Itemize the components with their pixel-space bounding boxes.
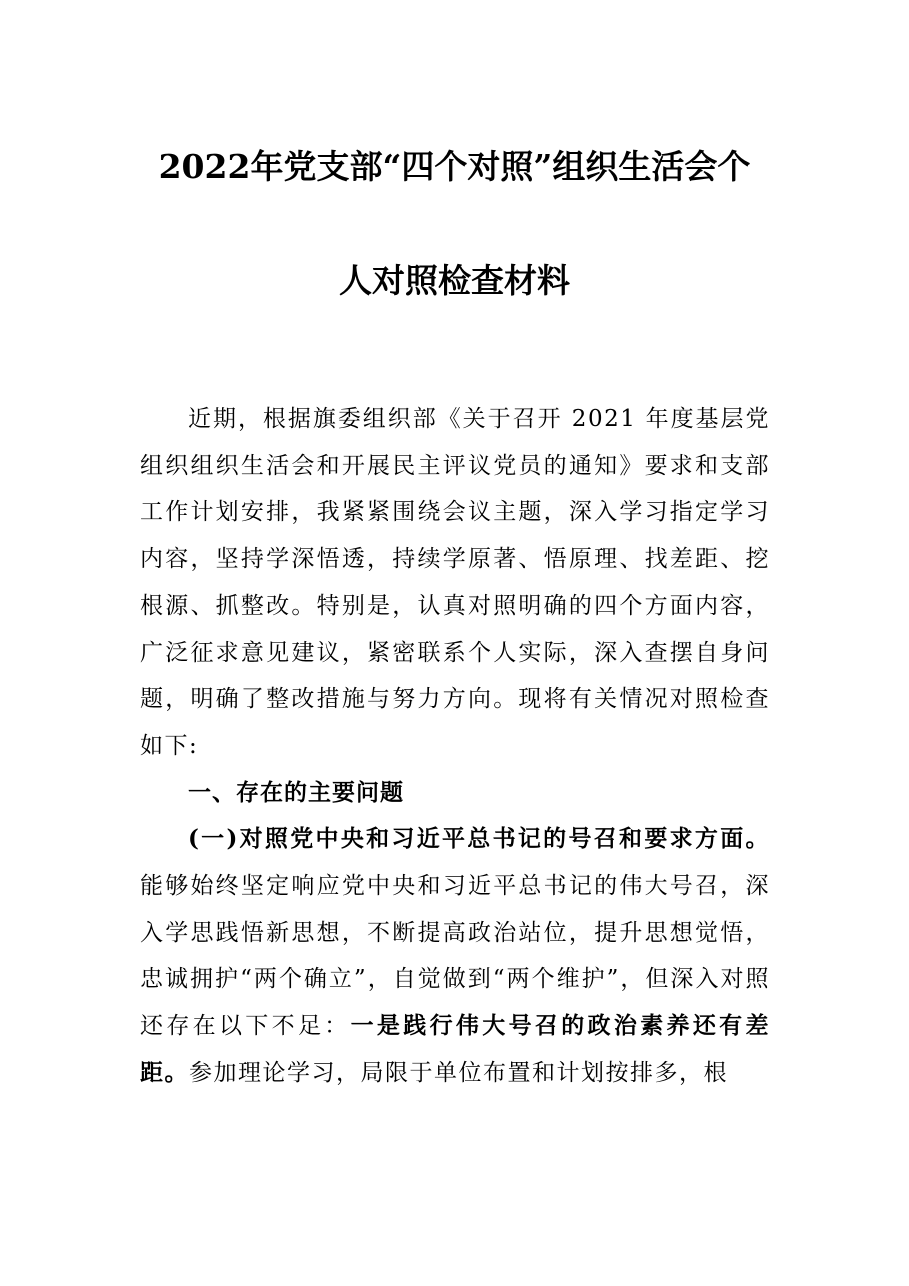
subsection-text: 能够始终坚定响应党中央和习近平总书记的伟大号召，深入学思践悟新思想，不断提高政治站位，提升思想觉悟，忠诚拥护“两个确立”，自觉做到“两个维护”，但深入对照还存在以下不足：: [140, 873, 770, 1040]
point-text: 参加理论学习，局限于单位布置和计划按排多，根: [189, 1059, 728, 1086]
section-heading: 一、存在的主要问题: [188, 779, 404, 806]
document-title-line-2: 人对照检查材料: [339, 261, 570, 300]
intro-paragraph: 近期，根据旗委组织部《关于召开 2021 年度基层党组织组织生活会和开展民主评议党员的通知》要求和支部工作计划安排，我紧紧围绕会议主题，深入学习指定学习内容，坚持学深悟透，持续学原著、悟原理、找差距、挖根源、抓整改。特别是，认真对照明确的四个方面内容，广泛征求意见建议，紧密联系个人实际，深入查摆自身问题，明确了整改措施与努力方向。现将有关情况对照检查如下:: [140, 406, 770, 759]
subsection-paragraph: [140, 816, 770, 1096]
document-title-line-1: 2022年党支部“四个对照”组织生活会个: [158, 147, 751, 186]
subsection-heading: (一)对照党中央和习近平总书记的号召和要求方面。: [188, 825, 770, 853]
document-body: [140, 396, 770, 1097]
point-heading: 一是践行伟大号召的政治素养还有差距。: [140, 1012, 771, 1086]
